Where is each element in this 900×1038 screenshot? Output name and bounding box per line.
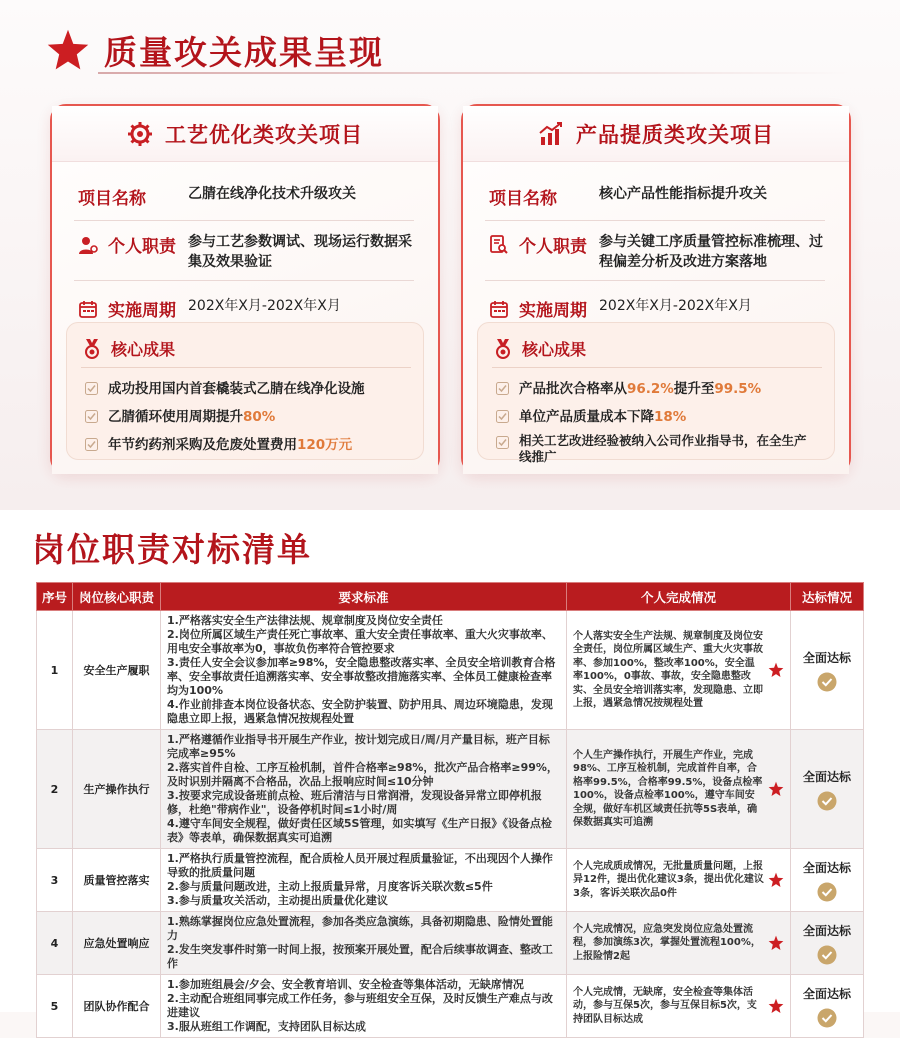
- page-title: 质量攻关成果呈现: [104, 32, 384, 72]
- row-completion: [567, 730, 791, 849]
- completion-text: 个人生产操作执行，开展生产作业，完成98%、工序互检机制，完成首件自率，合格率99.5%，合格率99.5%，设备点检率100%，设备点检率100%，遵守车间安全规，做好车机区域责任抗等5S表单，确保数据真实可追溯: [573, 749, 763, 828]
- core-result-text: 相关工艺改进经验被纳入公司作业指导书，在全生产线推广: [519, 433, 807, 464]
- col-header-requirement: 要求标准: [161, 583, 567, 611]
- period-row: [78, 296, 408, 321]
- core-result-item: [496, 407, 686, 427]
- table-row: [37, 975, 864, 1038]
- star-icon: [768, 662, 784, 678]
- row-result: [791, 611, 864, 730]
- person-gear-icon: [78, 235, 98, 255]
- row-number: 5: [37, 975, 73, 1038]
- table-header-row: [37, 583, 864, 611]
- core-result-text: 年节约药剂采购及危废处置费用120万元: [108, 437, 353, 453]
- row-duty: 安全生产履职: [73, 611, 161, 730]
- table-row: [37, 730, 864, 849]
- result-label: 全面达标: [802, 860, 851, 875]
- core-result-text: 乙腈循环使用周期提升80%: [108, 409, 276, 425]
- medal-icon: [83, 339, 101, 359]
- col-header-duty: 岗位核心职责: [73, 583, 161, 611]
- core-result-item: [85, 379, 365, 399]
- core-result-item: [496, 433, 816, 465]
- table-row: [37, 912, 864, 975]
- star-icon: [768, 935, 784, 951]
- core-result-item: [85, 407, 275, 427]
- star-icon: [768, 781, 784, 797]
- core-result-text: 成功投用国内首套橇装式乙腈在线净化设施: [108, 381, 365, 397]
- personal-duty-label: 个人职责: [108, 237, 176, 257]
- period-label: 实施周期: [519, 301, 587, 321]
- row-number: 1: [37, 611, 73, 730]
- row-number: 2: [37, 730, 73, 849]
- divider: [492, 367, 822, 368]
- result-label: 全面达标: [802, 923, 851, 938]
- personal-duty-label-wrap: [78, 232, 188, 257]
- divider: [81, 367, 411, 368]
- divider: [485, 220, 825, 221]
- calendar-icon: [78, 299, 98, 319]
- row-completion: [567, 849, 791, 912]
- completion-text: 个人完成情，无缺席，安全检查等集体活动，参与互保5次，参与互保目标5次，支持团队目标达成: [573, 986, 757, 1025]
- checkbox-icon: [85, 410, 98, 423]
- card-header: [52, 106, 438, 162]
- table-row: [37, 849, 864, 912]
- row-completion: [567, 912, 791, 975]
- project-name-value: 乙腈在线净化技术升级攻关: [188, 186, 356, 202]
- project-card-quality: [461, 104, 851, 474]
- personal-duty-row: [78, 232, 414, 272]
- star-icon: [768, 872, 784, 888]
- check-badge-icon: [817, 672, 837, 692]
- card-header: [463, 106, 849, 162]
- core-result-text: 单位产品质量成本下降18%: [519, 409, 687, 425]
- period-label: 实施周期: [108, 301, 176, 321]
- personal-duty-label-wrap: [489, 232, 599, 257]
- card-body: [52, 162, 438, 474]
- result-label: 全面达标: [802, 986, 851, 1001]
- section-header-results: [46, 26, 384, 74]
- row-number: 3: [37, 849, 73, 912]
- core-result-item: [496, 379, 761, 399]
- completion-text: 个人落实安全生产法规、规章制度及岗位安全责任，岗位所属区域生产、重大火灾事故率、参加100%，整改率100%，安全温率100%，0事故、事故，安全隐患整改实、全员安全培训落实率，发现隐患、立即上报，遇紧急情况按规程处置: [573, 630, 763, 709]
- checkbox-icon: [496, 410, 509, 423]
- table-row: [37, 611, 864, 730]
- core-results-title: 核心成果: [522, 340, 587, 359]
- project-name-row: [489, 184, 825, 209]
- chart-up-icon: [538, 121, 564, 147]
- period-value: 202X年X月-202X年X月: [599, 298, 752, 314]
- project-name-value: 核心产品性能指标提升攻关: [599, 186, 767, 202]
- row-duty: 质量管控落实: [73, 849, 161, 912]
- core-results-header: [83, 337, 175, 360]
- card-title: 工艺优化类攻关项目: [165, 122, 363, 147]
- row-result: [791, 975, 864, 1038]
- col-header-completion: 个人完成情况: [567, 583, 791, 611]
- row-result: [791, 912, 864, 975]
- row-requirements: 1.严格执行质量管控流程，配合质检人员开展过程质量验证，不出现因个人操作导致的批质量问题 2.参与质量问题改进，主动上报质量异常，月度客诉关联次数≤5件 3.参与质量攻关活动，主动提出质量优化建议: [161, 849, 567, 912]
- gear-icon: [127, 121, 153, 147]
- check-badge-icon: [817, 791, 837, 811]
- result-label: 全面达标: [802, 650, 851, 665]
- period-label-wrap: [78, 296, 188, 321]
- check-badge-icon: [817, 882, 837, 902]
- core-results-header: [494, 337, 586, 360]
- core-result-item: [85, 435, 352, 455]
- row-result: [791, 730, 864, 849]
- document-search-icon: [489, 235, 509, 255]
- personal-duty-row: [489, 232, 825, 272]
- core-results-title: 核心成果: [111, 340, 176, 359]
- personal-duty-value: 参与关键工序质量管控标准梳理、过程偏差分析及改进方案落地: [599, 234, 823, 270]
- divider: [74, 280, 414, 281]
- check-badge-icon: [817, 1008, 837, 1028]
- period-row: [489, 296, 819, 321]
- result-label: 全面达标: [802, 769, 851, 784]
- calendar-icon: [489, 299, 509, 319]
- star-icon: [768, 998, 784, 1014]
- row-duty: 生产操作执行: [73, 730, 161, 849]
- project-name-label: 项目名称: [78, 189, 146, 209]
- row-duty: 团队协作配合: [73, 975, 161, 1038]
- card-body: [463, 162, 849, 474]
- medal-icon: [494, 339, 512, 359]
- duty-checklist-table: [36, 582, 864, 1038]
- row-completion: [567, 975, 791, 1038]
- checkbox-icon: [496, 436, 509, 449]
- section-header-checklist: 岗位职责对标清单: [32, 530, 312, 569]
- row-result: [791, 849, 864, 912]
- project-name-row: [78, 184, 408, 209]
- period-label-wrap: [489, 296, 599, 321]
- completion-text: 个人完成质成情况，无批量质量问题，上报异12件，提出优化建议3条，提出优化建议3条，客诉关联次品0件: [573, 860, 764, 899]
- star-icon: [46, 28, 90, 72]
- col-header-no: 序号: [37, 583, 73, 611]
- project-card-process: [50, 104, 440, 474]
- row-duty: 应急处置响应: [73, 912, 161, 975]
- project-name-label: 项目名称: [489, 189, 557, 209]
- row-requirements: 1.熟练掌握岗位应急处置流程，参加各类应急演练，具备初期隐患、险情处置能力 2.发生突发事件时第一时间上报，按预案开展处置，配合后续事故调查、整改工作: [161, 912, 567, 975]
- divider: [485, 280, 825, 281]
- divider: [74, 220, 414, 221]
- header-divider: [98, 72, 850, 74]
- row-completion: [567, 611, 791, 730]
- row-requirements: 1.严格落实安全生产法律法规、规章制度及岗位安全责任 2.岗位所属区域生产责任死亡事故率、重大安全责任事故率、重大火灾事故率、用电安全事故率为0，事故负伤率符合管控要求 3.责任人安全会议参加率≥98%，安全隐患整改落实率、全员安全培训教育合格率、安全事故责任追溯落实率、安全事故整改措施落实率、全体员工健康检查率均为100% 4.作业前排查本岗位设备状态、安全防护装置、防护用具、周边环境隐患，发现隐患立即上报，遇紧急情况按规程处置: [161, 611, 567, 730]
- checkbox-icon: [85, 382, 98, 395]
- card-title: 产品提质类攻关项目: [576, 122, 774, 147]
- completion-text: 个人完成情况，应急突发岗位应急处置流程，参加演练3次，掌握处置流程100%，上报险情2起: [573, 923, 761, 962]
- checkbox-icon: [85, 438, 98, 451]
- row-requirements: 1.严格遵循作业指导书开展生产作业，按计划完成日/周/月产量目标，班产目标完成率≥95% 2.落实首件自检、工序互检机制，首件合格率≥98%，批次产品合格率≥99%，及时识别并隔离不合格品，次品上报响应时间≤10分钟 3.按要求完成设备班前点检、班后清洁与日常润滑，发现设备异常立即停机报修，杜绝"带病作业"，设备停机时间≤1小时/周 4.遵守车间安全规程，做好责任区域5S管理，如实填写《生产日报》《设备点检表》等表单，确保数据真实可追溯: [161, 730, 567, 849]
- personal-duty-value: 参与工艺参数调试、现场运行数据采集及效果验证: [188, 234, 412, 270]
- core-results-box: [477, 322, 835, 464]
- checkbox-icon: [496, 382, 509, 395]
- row-number: 4: [37, 912, 73, 975]
- core-results-box: [66, 322, 424, 460]
- period-value: 202X年X月-202X年X月: [188, 298, 341, 314]
- personal-duty-label: 个人职责: [519, 237, 587, 257]
- check-badge-icon: [817, 945, 837, 965]
- col-header-result: 达标情况: [791, 583, 864, 611]
- core-result-text: 产品批次合格率从96.2%提升至99.5%: [519, 381, 762, 397]
- row-requirements: 1.参加班组晨会/夕会、安全教育培训、安全检查等集体活动，无缺席情况 2.主动配合班组同事完成工作任务，参与班组安全互保，及时反馈生产难点与改进建议 3.服从班组工作调配，支持团队目标达成: [161, 975, 567, 1038]
